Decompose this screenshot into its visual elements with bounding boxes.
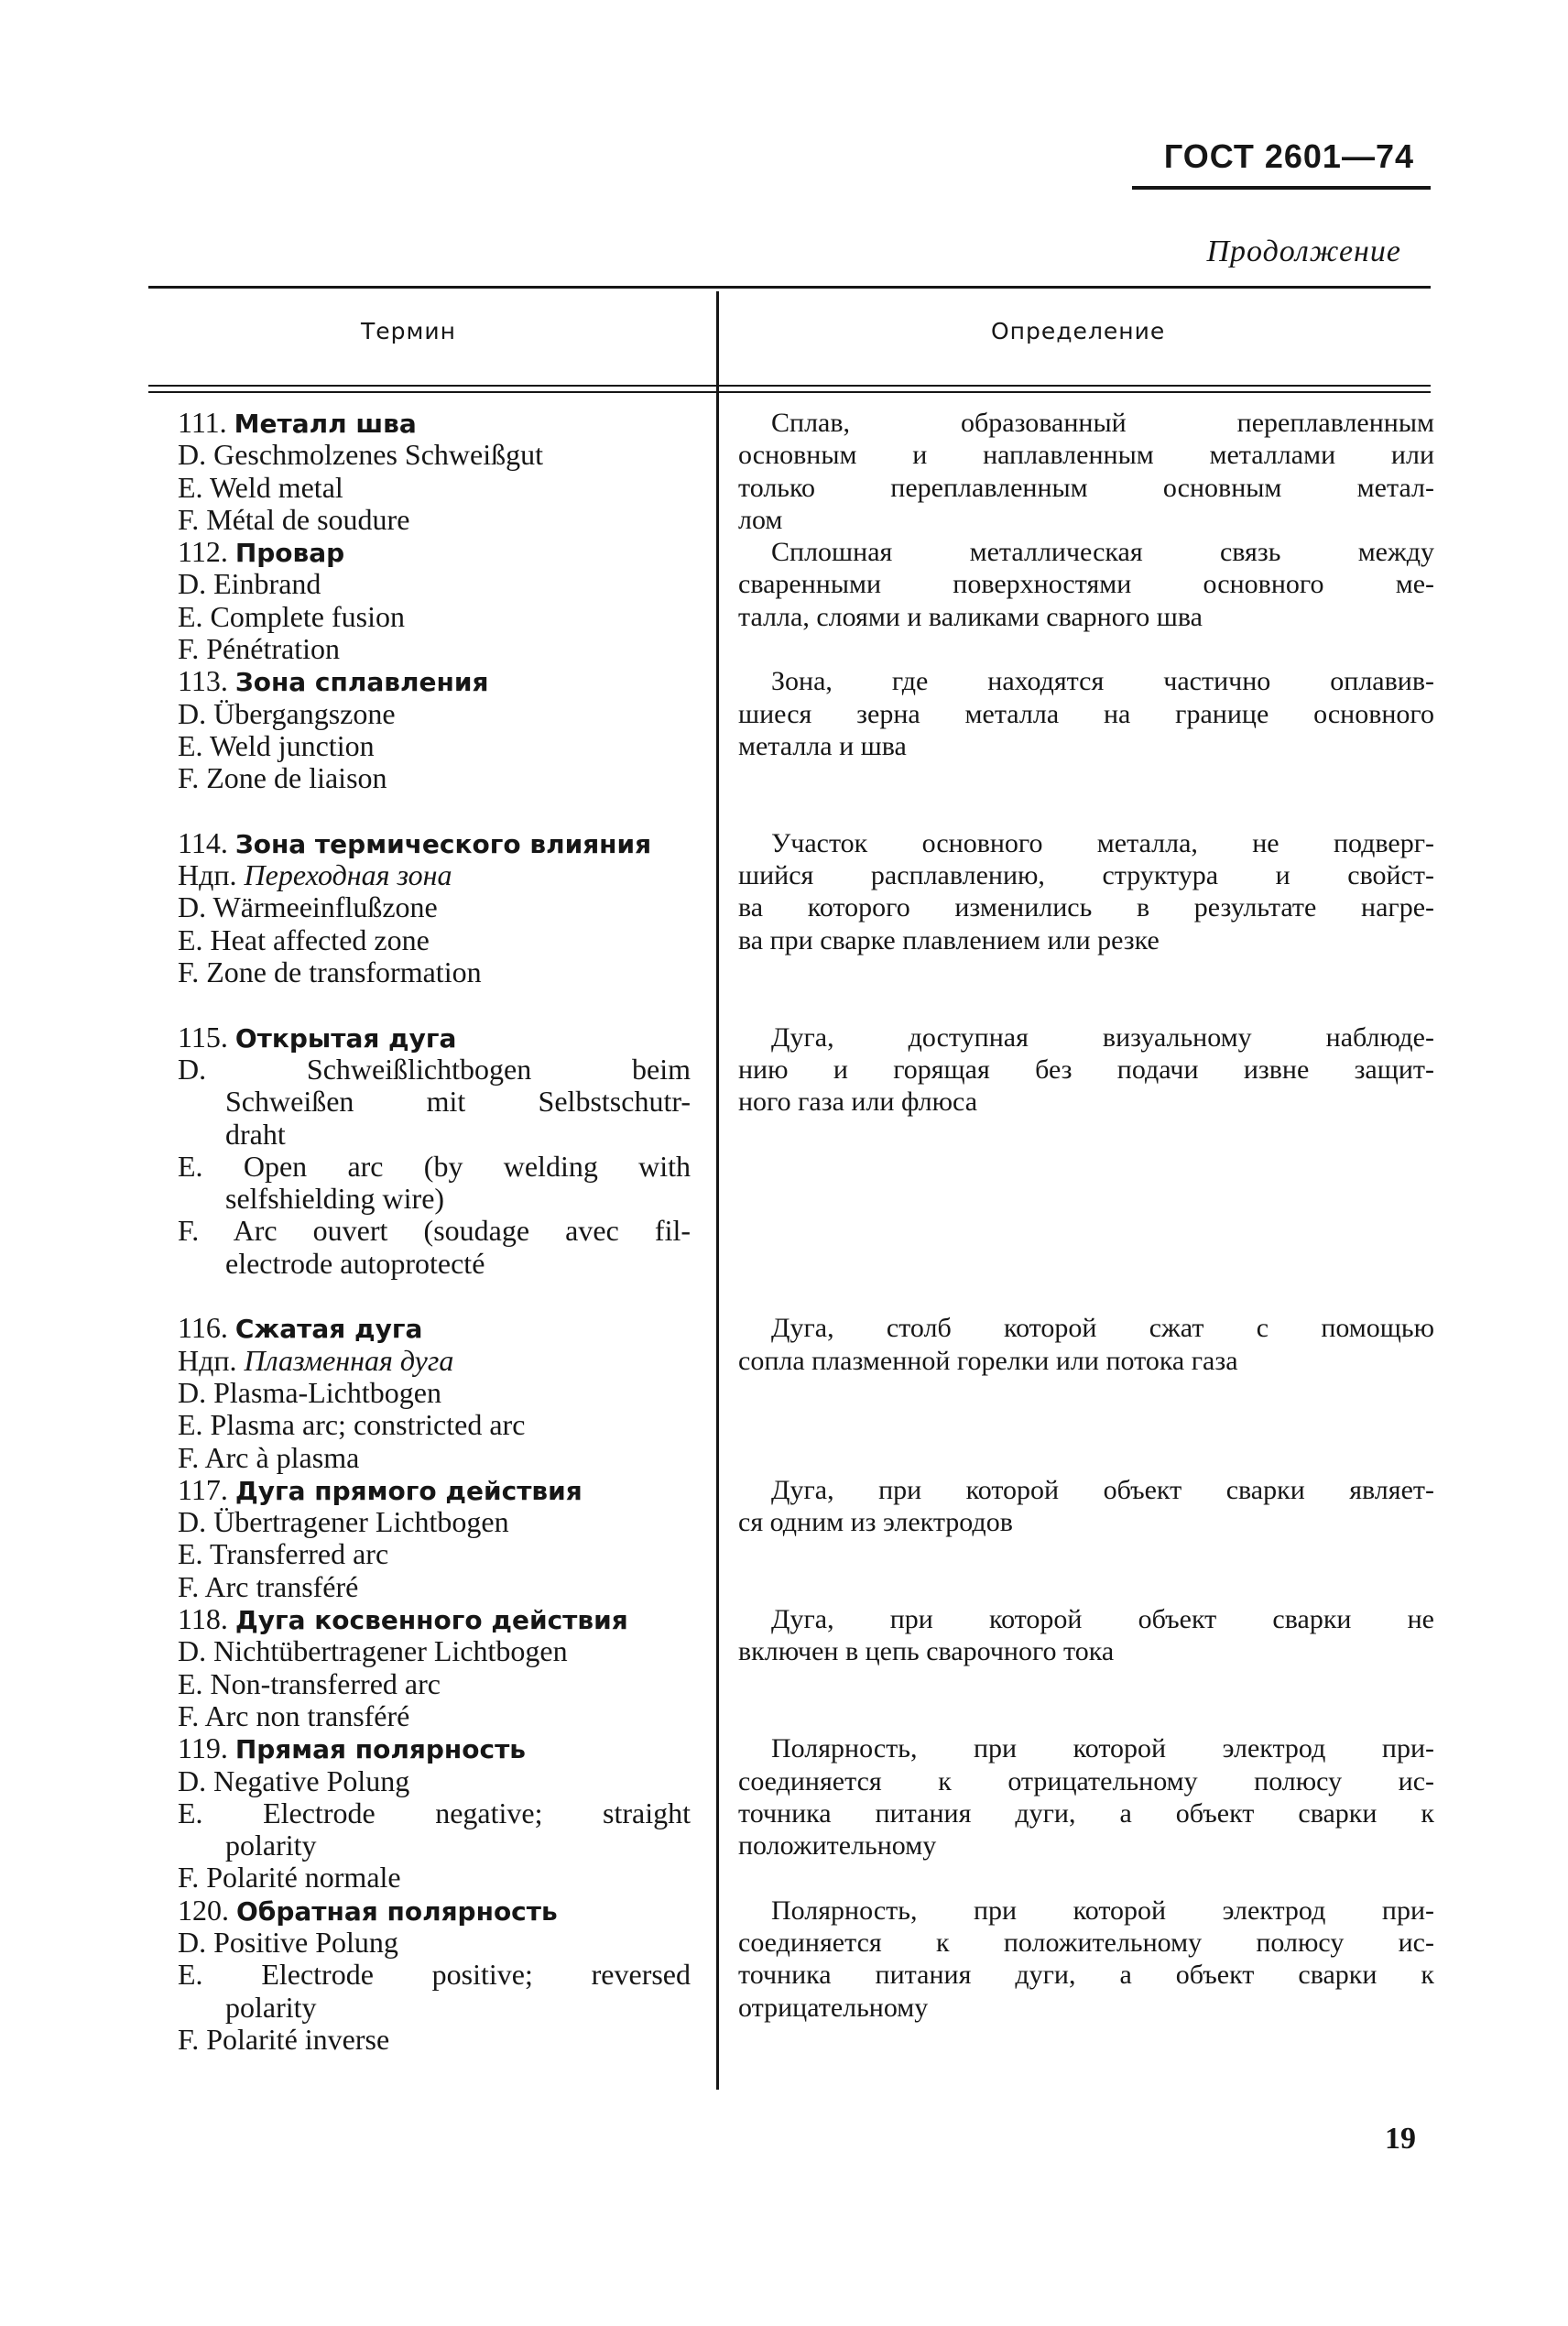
term-fr-line: [178, 1215, 691, 1247]
definition-entry: [738, 1732, 1434, 1862]
term-en-line: [178, 1797, 691, 1829]
term-russian: Зона сплавления: [234, 667, 489, 698]
term-en-line: [178, 924, 691, 956]
definition-line: Дуга, при которой объект сварки не: [771, 1604, 1434, 1635]
term-de-line: [178, 1927, 691, 1959]
definition-line: соединяется к отрицательному полюсу ис-: [738, 1765, 1434, 1796]
definition-line: шийся расплавлению, структура и свойст-: [738, 860, 1434, 891]
term-en-line: [178, 1959, 691, 1991]
term-en: Electrode positive; reversed: [261, 1959, 691, 1992]
definition-line: Дуга, при которой объект сварки являет-: [771, 1474, 1434, 1505]
lang-prefix: F.: [178, 1440, 205, 1474]
term-en-line: [178, 1151, 691, 1183]
definition-entry: [738, 1895, 1434, 2024]
term-fr-line: [178, 633, 691, 665]
term-fr-line: [178, 1442, 691, 1474]
term-de: Plasma-Lichtbogen: [213, 1375, 441, 1409]
title-underline: [1132, 186, 1431, 190]
lang-prefix: E.: [178, 1959, 262, 1992]
term-en: Heat affected zone: [210, 923, 430, 956]
definition-line: ва которого изменились в результате нагре-: [738, 892, 1434, 923]
definition-line: ся одним из электродов: [738, 1507, 1013, 1538]
lang-prefix: D.: [178, 1764, 214, 1797]
term-russian: Сжатая дуга: [234, 1314, 423, 1345]
lang-prefix: F.: [178, 632, 207, 666]
column-header-definition: Определение: [991, 318, 1166, 344]
term-de: Nichtübertragener Lichtbogen: [213, 1634, 568, 1668]
lang-prefix: E.: [178, 1537, 210, 1571]
definition-entry: [738, 827, 1434, 956]
term-heading: [178, 407, 691, 439]
term-en: Plasma arc; constricted arc: [210, 1408, 526, 1442]
term-fr: Arc non transféré: [204, 1698, 410, 1732]
lang-prefix: D.: [178, 1053, 307, 1086]
term-number: 116.: [178, 1311, 235, 1345]
lang-prefix: E.: [178, 1666, 211, 1700]
term-entry: [178, 407, 691, 536]
definition-line: Полярность, при которой электрод при-: [771, 1895, 1434, 1926]
definition-line: основным и наплавленным металлами или: [738, 440, 1434, 471]
definition-line: лом: [738, 504, 783, 535]
term-heading: [178, 1603, 691, 1635]
term-de: Schweißlichtbogen beim: [306, 1053, 691, 1086]
term-en-line: [178, 601, 691, 633]
definition-line: Зона, где находятся частично оплавив-: [771, 666, 1434, 697]
term-fr: Zone de transformation: [206, 956, 482, 989]
definition-entry: [738, 407, 1434, 536]
term-entry: [178, 1732, 691, 1894]
term-en-line: [178, 1829, 691, 1862]
term-en-line: [178, 1668, 691, 1700]
ndp-prefix: Ндп.: [178, 858, 245, 892]
lang-prefix: F.: [178, 1698, 205, 1732]
definition-entry: [738, 1603, 1434, 1668]
term-fr-line: [178, 1862, 691, 1894]
term-en: polarity: [225, 1829, 317, 1862]
term-de-line: [178, 1086, 691, 1118]
term-russian: Прямая полярность: [234, 1734, 526, 1765]
column-header-term: Термин: [361, 318, 456, 344]
term-en: Non-transferred arc: [210, 1666, 441, 1700]
definition-line: отрицательному: [738, 1992, 929, 2023]
term-heading: [178, 1732, 691, 1764]
term-fr: Arc transféré: [204, 1569, 359, 1603]
term-entry: [178, 1474, 691, 1603]
definition-line: соединяется к положительному полюсу ис-: [738, 1927, 1434, 1959]
term-russian: Металл шва: [234, 409, 417, 439]
term-number: 117.: [178, 1472, 235, 1506]
term-russian: Открытая дуга: [234, 1022, 457, 1054]
term-fr: Polarité inverse: [206, 2022, 390, 2056]
term-de: Positive Polung: [213, 1926, 398, 1960]
term-ndp-line: [178, 1345, 691, 1377]
term-de-line: [178, 1054, 691, 1086]
term-heading: [178, 1021, 691, 1054]
ndp-prefix: Ндп.: [178, 1343, 245, 1377]
term-heading: [178, 1312, 691, 1344]
definition-entry: [738, 1474, 1434, 1539]
term-de-line: [178, 439, 691, 471]
lang-prefix: D.: [178, 696, 214, 730]
lang-prefix: D.: [178, 1505, 214, 1539]
term-fr-line: [178, 504, 691, 536]
term-number: 111.: [178, 406, 234, 439]
definition-line: положительному: [738, 1830, 937, 1862]
term-russian: Дуга прямого действия: [234, 1475, 583, 1506]
term-heading: [178, 1895, 691, 1927]
term-fr: electrode autoprotecté: [225, 1246, 485, 1280]
definition-line: точника питания дуги, а объект сварки к: [738, 1960, 1434, 1991]
term-de: Wärmeeinflußzone: [212, 890, 438, 924]
term-entry: [178, 536, 691, 665]
lang-prefix: D.: [178, 890, 213, 924]
term-de: draht: [225, 1117, 286, 1151]
term-fr: Zone de liaison: [206, 761, 387, 795]
definition-line: Полярность, при которой электрод при-: [771, 1733, 1434, 1764]
definition-entry: [738, 1312, 1434, 1377]
term-russian: Провар: [234, 538, 345, 569]
term-de-line: [178, 1506, 691, 1538]
definition-line: сваренными поверхностями основного ме-: [738, 569, 1434, 600]
term-en-line: [178, 730, 691, 762]
term-en: Transferred arc: [209, 1537, 389, 1571]
definition-line: шиеся зерна металла на границе основного: [738, 698, 1434, 729]
lang-prefix: D.: [178, 567, 214, 601]
term-fr: Polarité normale: [206, 1861, 401, 1895]
lang-prefix: F.: [178, 761, 207, 795]
term-en: polarity: [225, 1990, 317, 2024]
term-entry: [178, 827, 691, 988]
lang-prefix: F.: [178, 956, 207, 989]
lang-prefix: D.: [178, 1926, 214, 1960]
term-ndp: Плазменная дуга: [244, 1343, 454, 1377]
term-en-line: [178, 1183, 691, 1215]
definition-line: Сплав, образованный переплавленным: [771, 408, 1434, 438]
lang-prefix: D.: [178, 1634, 214, 1668]
lang-prefix: F.: [178, 2022, 207, 2056]
term-de: Einbrand: [213, 567, 321, 601]
definition-entry: [738, 1021, 1434, 1119]
term-fr-line: [178, 762, 691, 794]
lang-prefix: E.: [178, 470, 210, 504]
lang-prefix: E.: [178, 923, 211, 956]
term-number: 115.: [178, 1020, 235, 1054]
term-de: Übertragener Lichtbogen: [213, 1505, 509, 1539]
term-de-line: [178, 891, 691, 923]
term-number: 114.: [178, 825, 235, 859]
definition-line: Дуга, столб которой сжат с помощью: [771, 1313, 1434, 1344]
definition-line: металла и шва: [738, 730, 907, 761]
term-de-line: [178, 698, 691, 730]
term-en-line: [178, 1409, 691, 1441]
term-russian: Дуга косвенного действия: [234, 1605, 628, 1636]
definition-line: талла, слоями и валиками сварного шва: [738, 601, 1203, 632]
term-de: Negative Polung: [213, 1764, 410, 1797]
term-fr-line: [178, 1248, 691, 1280]
term-number: 120.: [178, 1893, 236, 1927]
term-entry: [178, 1312, 691, 1473]
term-en-line: [178, 1992, 691, 2024]
term-de-line: [178, 568, 691, 600]
term-fr-line: [178, 1571, 691, 1603]
definition-line: ного газа или флюса: [738, 1087, 978, 1118]
term-de: Schweißen mit Selbstschutr-: [225, 1086, 691, 1119]
term-heading: [178, 1474, 691, 1506]
term-ndp-line: [178, 859, 691, 891]
term-fr: Métal de soudure: [206, 502, 410, 536]
term-heading: [178, 536, 691, 568]
term-en: Weld junction: [209, 728, 375, 762]
term-entry: [178, 1021, 691, 1280]
lang-prefix: F.: [178, 502, 207, 536]
term-fr-line: [178, 2024, 691, 2056]
term-number: 112.: [178, 535, 235, 569]
definition-line: точника питания дуги, а объект сварки к: [738, 1797, 1434, 1829]
term-fr-line: [178, 956, 691, 988]
column-divider: [716, 291, 719, 2090]
definition-entry: [738, 665, 1434, 762]
definition-line: ва при сварке плавлением или резке: [738, 924, 1160, 956]
term-fr-line: [178, 1700, 691, 1732]
term-fr: Arc à plasma: [204, 1440, 360, 1474]
term-de-line: [178, 1765, 691, 1797]
table-top-rule: [148, 286, 1431, 289]
term-number: 118.: [178, 1602, 235, 1636]
lang-prefix: F.: [178, 1569, 205, 1603]
term-de-line: [178, 1377, 691, 1409]
definition-line: нию и горящая без подачи извне защит-: [738, 1054, 1434, 1085]
term-de: Übergangszone: [213, 696, 396, 730]
term-ndp: Переходная зона: [244, 858, 452, 892]
term-number: 119.: [178, 1731, 235, 1765]
term-en: selfshielding wire): [225, 1182, 445, 1216]
term-entry: [178, 665, 691, 794]
term-heading: [178, 665, 691, 697]
lang-prefix: D.: [178, 438, 214, 472]
lang-prefix: F.: [178, 1215, 234, 1248]
definition-entry: [738, 536, 1434, 633]
definition-line: Дуга, доступная визуальному наблюде-: [771, 1021, 1434, 1053]
lang-prefix: E.: [178, 599, 211, 633]
definition-line: Сплошная металлическая связь между: [771, 537, 1434, 568]
term-en-line: [178, 1538, 691, 1570]
definition-line: Участок основного металла, не подверг-: [771, 827, 1434, 858]
term-en: Complete fusion: [210, 599, 405, 633]
term-en-line: [178, 472, 691, 504]
lang-prefix: E.: [178, 1150, 244, 1183]
term-fr: Arc ouvert (soudage avec fil-: [233, 1215, 691, 1248]
term-de-line: [178, 1635, 691, 1667]
term-heading: [178, 827, 691, 859]
standard-title: ГОСТ 2601—74: [1163, 137, 1414, 175]
term-number: 113.: [178, 664, 235, 698]
term-entry: [178, 1603, 691, 1732]
term-russian: Обратная полярность: [236, 1895, 558, 1927]
term-fr: Pénétration: [206, 632, 340, 666]
lang-prefix: D.: [178, 1375, 214, 1409]
continuation-label: Продолжение: [1206, 235, 1401, 268]
lang-prefix: E.: [178, 728, 210, 762]
definition-line: только переплавленным основным метал-: [738, 472, 1434, 503]
term-de: Geschmolzenes Schweißgut: [213, 438, 544, 472]
term-en: Open arc (by welding with: [243, 1150, 691, 1183]
term-en: Weld metal: [209, 470, 343, 504]
lang-prefix: F.: [178, 1861, 207, 1895]
term-entry: [178, 1895, 691, 2056]
table-header-rule-1: [148, 385, 1431, 387]
term-en: Electrode negative; straight: [263, 1796, 691, 1829]
lang-prefix: E.: [178, 1408, 211, 1442]
term-russian: Зона термического влияния: [234, 828, 652, 859]
definition-line: включен в цепь сварочного тока: [738, 1636, 1115, 1667]
term-de-line: [178, 1119, 691, 1151]
definition-line: сопла плазменной горелки или потока газа: [738, 1345, 1238, 1376]
lang-prefix: E.: [178, 1796, 264, 1829]
table-header-rule-2: [148, 391, 1431, 393]
page-number: 19: [1385, 2122, 1416, 2156]
